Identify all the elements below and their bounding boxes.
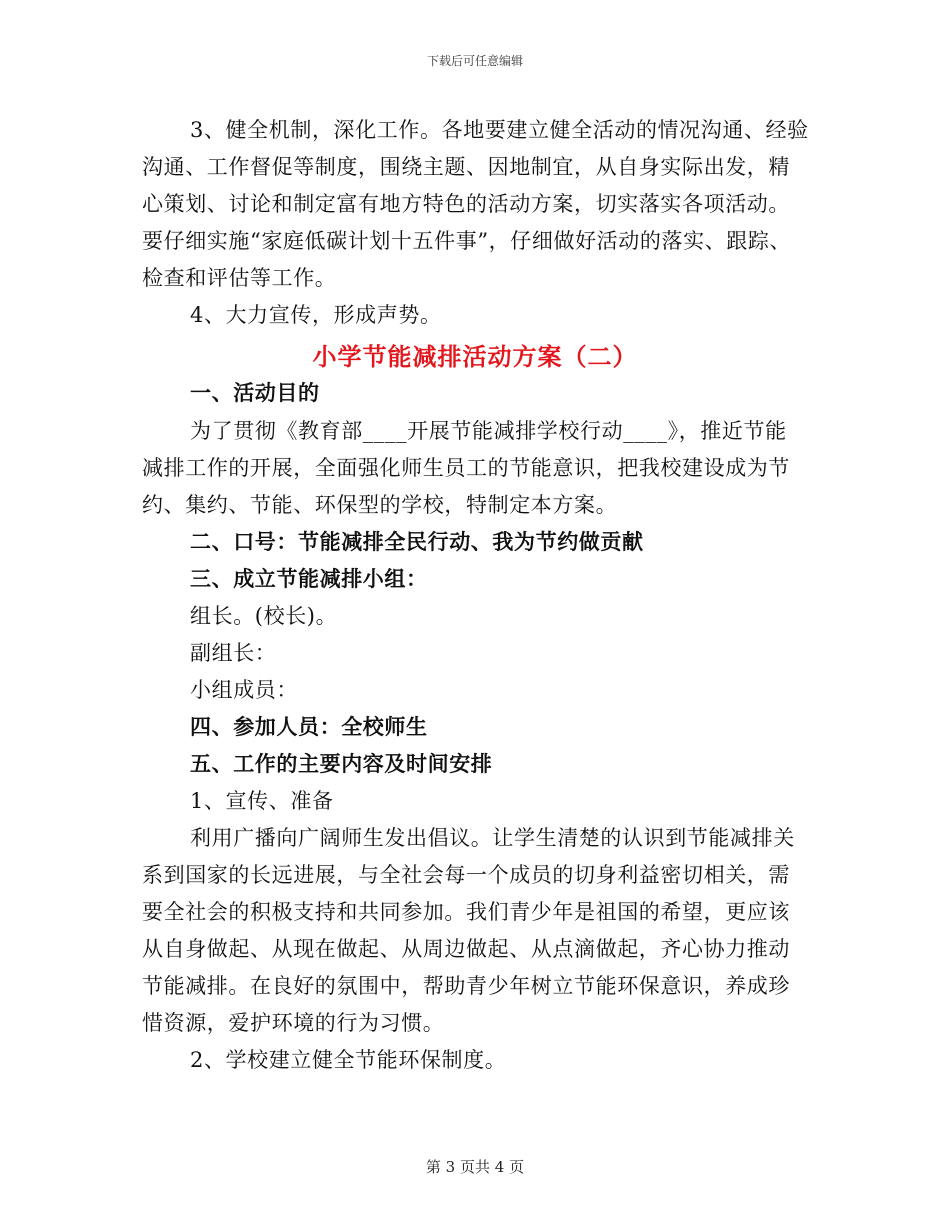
section-title: 小学节能减排活动方案（二） [312, 342, 638, 371]
paragraph-line: 组长。(校长)。 [190, 604, 338, 628]
page-footer: 第 3 页共 4 页 [425, 1158, 525, 1176]
paragraph-line: 副组长： [190, 641, 277, 665]
paragraph-line: 心策划、讨论和制定富有地方特色的活动方案，切实落实各项活动。 [142, 192, 790, 216]
paragraph-line: 为了贯彻《教育部____开展节能减排学校行动____》，推近节能 [190, 419, 787, 443]
paragraph-line: 要全社会的积极支持和共同参加。我们青少年是祖国的希望，更应该 [142, 900, 790, 924]
paragraph-line: 约、集约、节能、环保型的学校，特制定本方案。 [142, 493, 618, 517]
paragraph-line: 减排工作的开展，全面强化师生员工的节能意识，把我校建设成为节 [142, 456, 790, 480]
section-heading: 五、工作的主要内容及时间安排 [190, 751, 493, 776]
paragraph-line: 惜资源，爱护环境的行为习惯。 [142, 1011, 445, 1035]
paragraph-line: 3、健全机制，深化工作。各地要建立健全活动的情况沟通、经验 [190, 118, 809, 142]
section-heading: 三、成立节能减排小组： [190, 566, 428, 591]
paragraph-line: 节能减排。在良好的氛围中，帮助青少年树立节能环保意识，养成珍 [142, 974, 790, 998]
paragraph-line: 2、学校建立健全节能环保制度。 [190, 1048, 507, 1072]
page-header: 下载后可任意编辑 [426, 54, 523, 68]
section-heading: 二、口号：节能减排全民行动、我为节约做贡献 [190, 529, 644, 554]
paragraph-line: 检查和评估等工作。 [142, 266, 337, 290]
paragraph-line: 从自身做起、从现在做起、从周边做起、从点滴做起，齐心协力推动 [142, 937, 790, 961]
section-heading: 一、活动目的 [190, 380, 320, 405]
section-heading: 四、参加人员：全校师生 [190, 714, 428, 739]
paragraph-line: 要仔细实施“家庭低碳计划十五件事”，仔细做好活动的落实、跟踪、 [142, 229, 792, 253]
paragraph-line: 利用广播向广阔师生发出倡议。让学生清楚的认识到节能减排关 [190, 826, 795, 850]
paragraph-line: 沟通、工作督促等制度，围绕主题、因地制宜，从自身实际出发，精 [142, 155, 790, 179]
paragraph-line: 小组成员： [190, 678, 298, 702]
paragraph-line: 4、大力宣传，形成声势。 [190, 303, 442, 327]
paragraph-line: 1、宣传、准备 [190, 789, 334, 813]
paragraph-line: 系到国家的长远进展，与全社会每一个成员的切身利益密切相关，需 [142, 863, 790, 887]
